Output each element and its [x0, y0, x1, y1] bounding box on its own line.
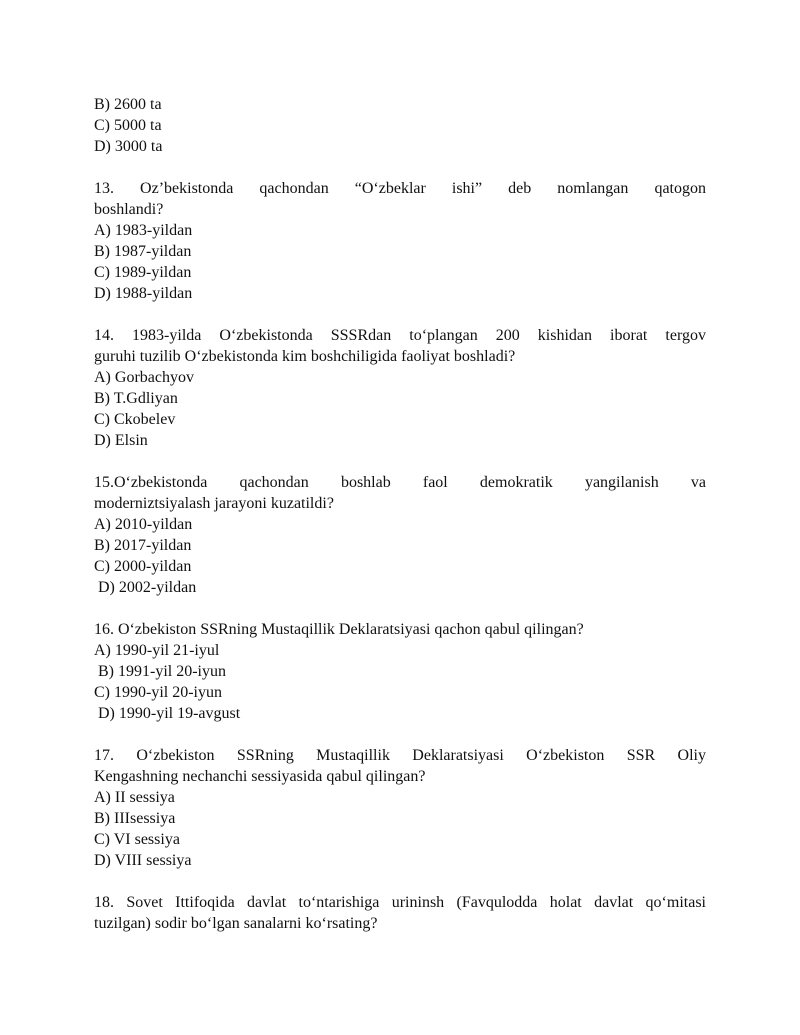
- option-d: D) 3000 ta: [94, 138, 163, 155]
- option-c: C) VI sessiya: [94, 831, 180, 848]
- option-b: B) T.Gdliyan: [94, 390, 178, 407]
- option-a: A) 1990-yil 21-iyul: [94, 642, 220, 659]
- option-b: B) IIIsessiya: [94, 810, 176, 827]
- question-13: [94, 178, 706, 304]
- question-17: [94, 745, 706, 871]
- option-a: A) Gorbachyov: [94, 369, 194, 386]
- option-a: A) 1983-yildan: [94, 222, 193, 239]
- question-text: moderniztsiyalash jarayoni kuzatildi?: [94, 495, 334, 512]
- option-c: C) Ckobelev: [94, 411, 176, 428]
- question-text: 17. O‘zbekiston SSRning Mustaqillik Deklaratsiyasi O‘zbekiston SSR Oliy: [94, 747, 706, 764]
- option-c: C) 1989-yildan: [94, 264, 192, 281]
- question-text: boshlandi?: [94, 201, 164, 218]
- option-b: B) 1987-yildan: [94, 243, 192, 260]
- question-text: 14. 1983-yilda O‘zbekistonda SSSRdan to‘plangan 200 kishidan iborat tergov: [94, 327, 706, 344]
- previous-question-options: [94, 94, 706, 157]
- option-d: D) Elsin: [94, 432, 148, 449]
- question-text: 15.O‘zbekistonda qachondan boshlab faol demokratik yangilanish va: [94, 474, 706, 491]
- option-d: D) 1988-yildan: [94, 285, 193, 302]
- option-a: A) 2010-yildan: [94, 516, 193, 533]
- option-a: A) II sessiya: [94, 789, 175, 806]
- question-text: guruhi tuzilib O‘zbekistonda kim boshchiligida faoliyat boshladi?: [94, 348, 516, 365]
- question-text: 13. Oz’bekistonda qachondan “O‘zbeklar ishi” deb nomlangan qatogon: [94, 180, 706, 197]
- question-text: 16. O‘zbekiston SSRning Mustaqillik Deklaratsiyasi qachon qabul qilingan?: [94, 621, 584, 638]
- option-d: D) 2002-yildan: [98, 579, 197, 596]
- question-16: [94, 619, 706, 724]
- question-18: [94, 892, 706, 934]
- question-text: 18. Sovet Ittifoqida davlat to‘ntarishiga urininsh (Favqulodda holat davlat qo‘mitasi: [94, 894, 706, 911]
- option-c: C) 1990-yil 20-iyun: [94, 684, 222, 701]
- option-d: D) 1990-yil 19-avgust: [98, 705, 241, 722]
- question-14: [94, 325, 706, 451]
- question-text: tuzilgan) sodir bo‘lgan sanalarni ko‘rsating?: [94, 915, 378, 932]
- option-c: C) 2000-yildan: [94, 558, 192, 575]
- question-text: Kengashning nechanchi sessiyasida qabul qilingan?: [94, 768, 426, 785]
- option-b: B) 2017-yildan: [94, 537, 192, 554]
- question-15: [94, 472, 706, 598]
- option-c: C) 5000 ta: [94, 117, 162, 134]
- option-b: B) 2600 ta: [94, 96, 162, 113]
- document-page: [94, 94, 706, 934]
- option-b: B) 1991-yil 20-iyun: [98, 663, 226, 680]
- option-d: D) VIII sessiya: [94, 852, 192, 869]
